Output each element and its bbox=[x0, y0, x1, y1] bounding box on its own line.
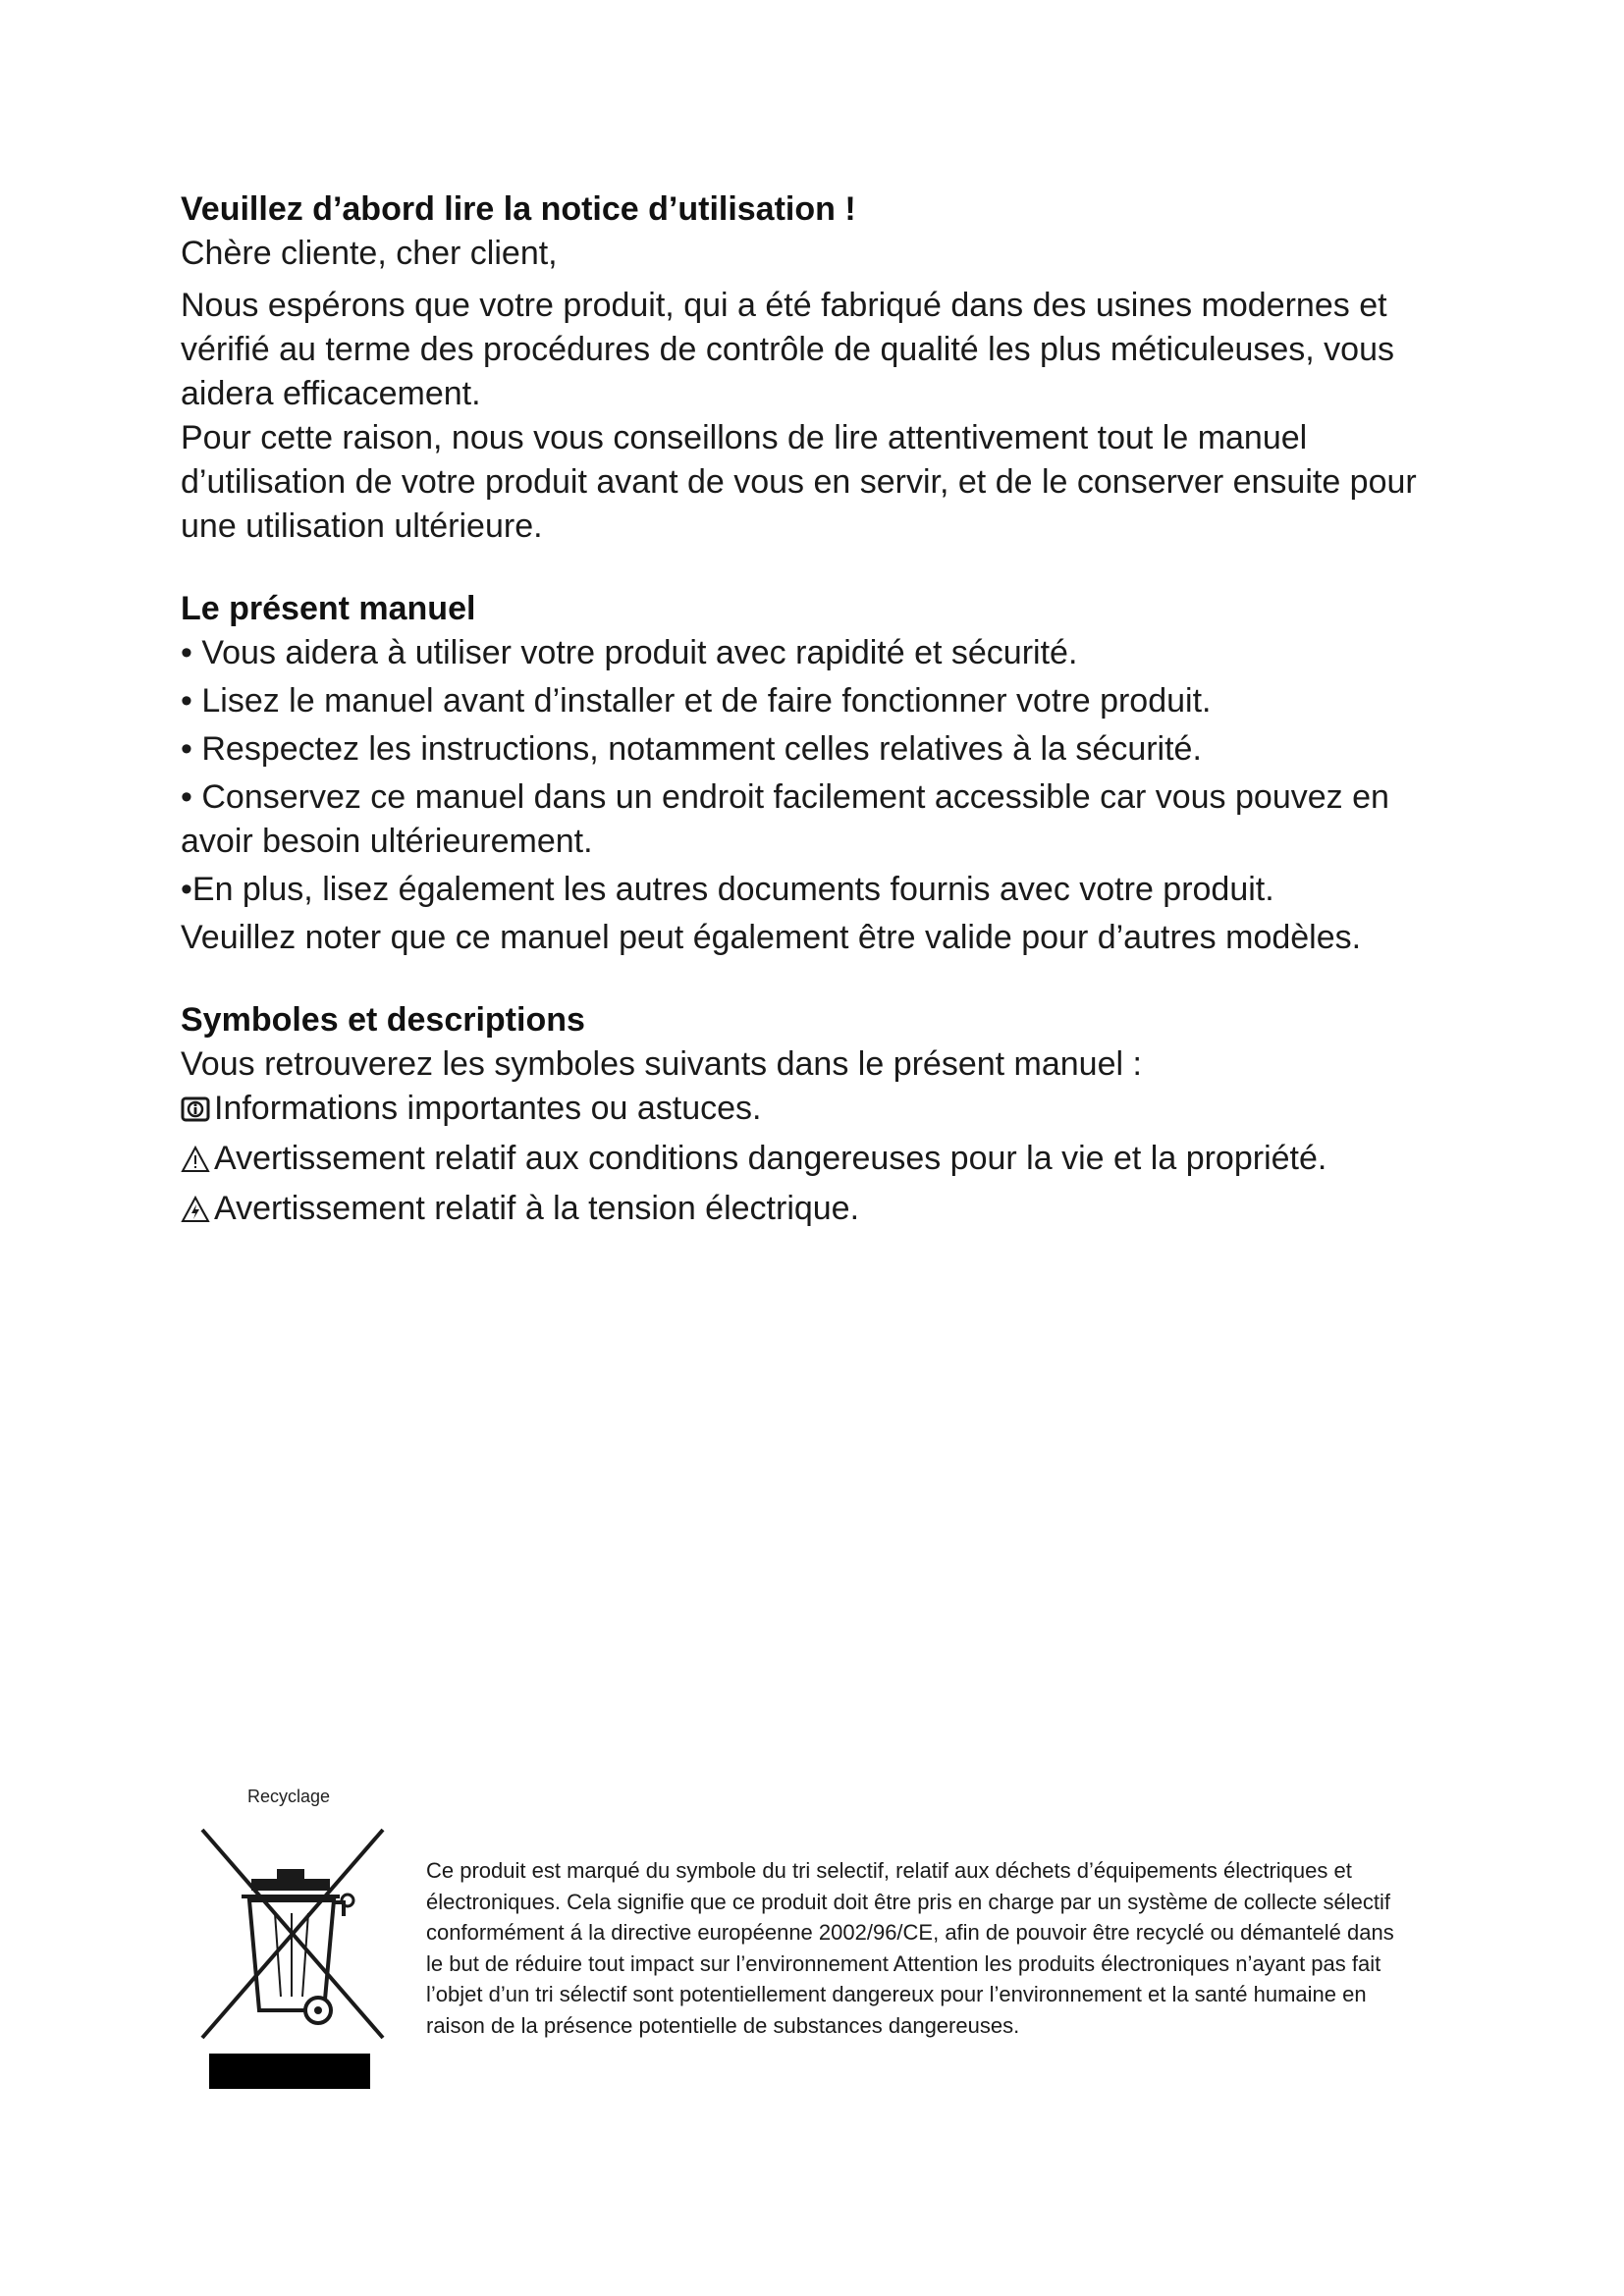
crossed-bin-icon bbox=[196, 1820, 393, 2048]
info-icon bbox=[181, 1095, 210, 1124]
symbols-intro: Vous retrouverez les symboles suivants dans le présent manuel : bbox=[181, 1045, 1142, 1083]
symbols-heading: Symboles et descriptions bbox=[181, 1001, 585, 1039]
manual-bullet: • Vous aidera à utiliser votre produit avec rapidité et sécurité. bbox=[181, 634, 1078, 671]
recycling-bar bbox=[209, 2054, 370, 2089]
recycling-text: Ce produit est marqué du symbole du tri selectif, relatif aux déchets d’équipements électriques et électroniques. Cela signifie que ce produit doit être pris en charge par un système de collecte sélectif conformément á la directive européenne 2002/96/CE, afin de pouvoir être recyclé ou démantelé dans le but de réduire tout impact sur l’environnement Attention les produits électroniques n’ayant pas fait l’objet d’un tri sélectif sont potentiellement dangereux pour l’environnement et la santé humaine en raison de la présence potentielle de substances dangereuses. bbox=[426, 1858, 1394, 2038]
manual-bullet: •En plus, lisez également les autres documents fournis avec votre produit. bbox=[181, 871, 1274, 908]
intro-paragraph-2: Pour cette raison, nous vous conseillons de lire attentivement tout le manuel d’utilisation de votre produit avant de vous en servir, et de le conserver ensuite pour une utilisation ultérieure. bbox=[181, 419, 1417, 545]
manual-bullet: • Lisez le manuel avant d’installer et de faire fonctionner votre produit. bbox=[181, 682, 1212, 720]
manual-heading: Le présent manuel bbox=[181, 590, 476, 627]
recycling-section bbox=[196, 1787, 1473, 2110]
greeting: Chère cliente, cher client, bbox=[181, 235, 558, 272]
intro-heading: Veuillez d’abord lire la notice d’utilisation ! bbox=[181, 190, 856, 228]
symbol-text: Avertissement relatif aux conditions dangereuses pour la vie et la propriété. bbox=[214, 1140, 1327, 1177]
symbol-item-warning bbox=[181, 1137, 1457, 1181]
symbol-text: Avertissement relatif à la tension électrique. bbox=[214, 1190, 860, 1227]
recycling-label: Recyclage bbox=[247, 1787, 331, 1806]
manual-note: Veuillez noter que ce manuel peut également être valide pour d’autres modèles. bbox=[181, 919, 1362, 956]
symbol-text: Informations importantes ou astuces. bbox=[214, 1090, 762, 1127]
manual-bullet: • Conservez ce manuel dans un endroit facilement accessible car vous pouvez en avoir besoin ultérieurement. bbox=[181, 778, 1389, 860]
manual-page bbox=[181, 187, 1457, 1237]
manual-bullet: • Respectez les instructions, notamment celles relatives à la sécurité. bbox=[181, 730, 1202, 768]
warning-triangle-icon bbox=[181, 1145, 210, 1174]
symbol-item-info bbox=[181, 1087, 1457, 1131]
symbol-item-electric bbox=[181, 1187, 1457, 1231]
electric-warning-icon bbox=[181, 1195, 210, 1224]
intro-paragraph-1: Nous espérons que votre produit, qui a été fabriqué dans des usines modernes et vérifié au terme des procédures de contrôle de qualité les plus méticuleuses, vous aidera efficacement. bbox=[181, 287, 1395, 412]
